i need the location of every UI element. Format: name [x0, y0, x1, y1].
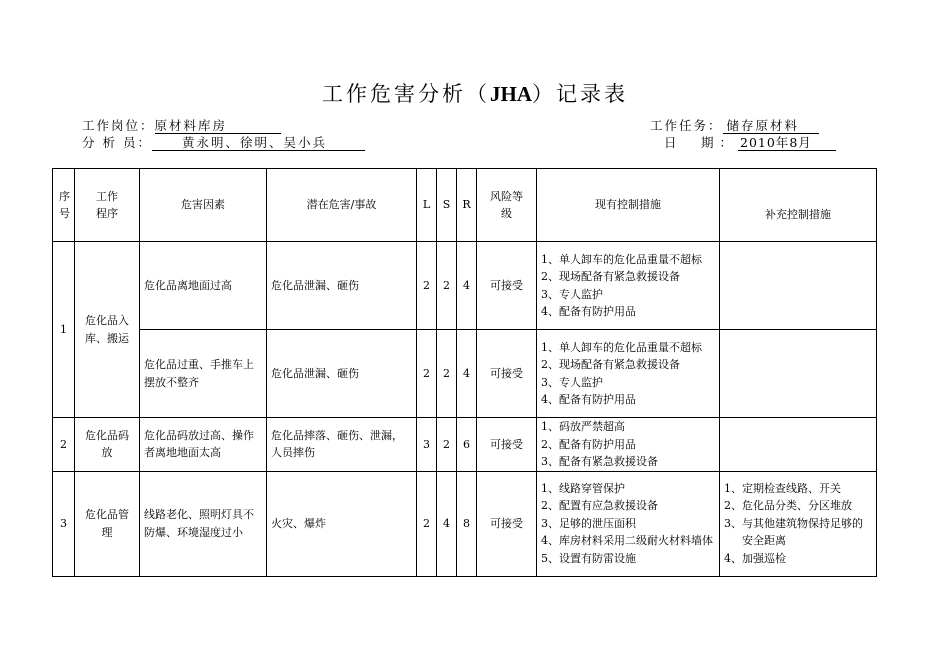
post-label: 工作岗位：	[82, 118, 155, 133]
cell-l: 3	[417, 418, 437, 472]
measure-item: 2、配备有防护用品	[541, 437, 636, 451]
table-row	[53, 330, 877, 418]
cell-l: 2	[417, 242, 437, 330]
analysts-field	[82, 133, 365, 151]
cell-procedure: 危化品码放	[75, 418, 140, 472]
table-row	[53, 471, 877, 576]
cell-s: 2	[437, 242, 457, 330]
task-field	[650, 116, 819, 134]
cell-r: 4	[457, 242, 477, 330]
measure-item: 1、单人卸车的危化品重量不超标	[541, 252, 702, 266]
cell-hazard: 危化品过重、手推车上摆放不整齐	[140, 330, 267, 418]
cell-extra-measures	[720, 242, 877, 330]
cell-accident: 火灾、爆炸	[267, 471, 417, 576]
measure-item: 1、定期检查线路、开关	[724, 481, 841, 495]
cell-r: 4	[457, 330, 477, 418]
cell-risk-level: 可接受	[477, 242, 537, 330]
measure-item: 4、库房材料采用二级耐火材料墙体	[541, 534, 713, 548]
measure-item: 3、足够的泄压面积	[541, 516, 636, 530]
cell-risk-level: 可接受	[477, 418, 537, 472]
measure-item: 3、配备有紧急救援设备	[541, 455, 658, 468]
cell-l: 2	[417, 471, 437, 576]
cell-seq: 2	[53, 418, 75, 472]
col-hazard: 危害因素	[140, 169, 267, 242]
measure-item: 1、线路穿管保护	[541, 481, 625, 495]
date-label: 日 期：	[664, 135, 739, 150]
cell-s: 2	[437, 418, 457, 472]
table-row	[53, 418, 877, 472]
measure-item: 3、与其他建筑物保持足够的安全距离	[724, 516, 863, 548]
table-row	[53, 242, 877, 330]
cell-s: 2	[437, 330, 457, 418]
col-seq: 序号	[53, 169, 75, 242]
cell-procedure: 危化品管理	[75, 471, 140, 576]
cell-hazard: 危化品离地面过高	[140, 242, 267, 330]
cell-seq: 1	[53, 242, 75, 418]
measure-item: 4、加强巡检	[724, 551, 786, 565]
cell-current-measures	[537, 418, 720, 472]
measure-item: 2、配置有应急救援设备	[541, 499, 658, 513]
analysts-value: 黄永明、徐明、吴小兵	[152, 135, 365, 151]
col-s: S	[437, 169, 457, 242]
measure-item: 2、现场配备有紧急救援设备	[541, 358, 680, 371]
date-value: 2010年8月	[738, 135, 836, 151]
analysts-label: 分 析 员：	[82, 135, 152, 150]
cell-r: 6	[457, 418, 477, 472]
cell-current-measures	[537, 242, 720, 330]
post-value: 原材料库房	[155, 118, 281, 134]
cell-accident: 危化品泄漏、砸伤	[267, 330, 417, 418]
cell-hazard: 危化品码放过高、操作者离地地面太高	[140, 418, 267, 472]
measure-item: 1、码放严禁超高	[541, 420, 625, 433]
jha-table	[52, 168, 877, 577]
date-field	[664, 133, 836, 151]
cell-extra-measures	[720, 330, 877, 418]
post-field	[82, 116, 281, 134]
cell-risk-level: 可接受	[477, 471, 537, 576]
cell-procedure: 危化品入库、搬运	[75, 242, 140, 418]
cell-r: 8	[457, 471, 477, 576]
col-r: R	[457, 169, 477, 242]
measure-item: 2、危化品分类、分区堆放	[724, 499, 852, 513]
task-value: 储存原材料	[723, 118, 819, 134]
cell-s: 4	[437, 471, 457, 576]
cell-hazard: 线路老化、照明灯具不防爆、环境湿度过小	[140, 471, 267, 576]
cell-seq: 3	[53, 471, 75, 576]
cell-current-measures	[537, 330, 720, 418]
measure-item: 3、专人监护	[541, 287, 603, 301]
measure-item: 1、单人卸车的危化品重量不超标	[541, 340, 702, 354]
col-procedure: 工作程序	[75, 169, 140, 242]
measure-item: 3、专人监护	[541, 375, 603, 389]
cell-accident: 危化品摔落、砸伤、泄漏，人员摔伤	[267, 418, 417, 472]
col-risk-level: 风险等级	[477, 169, 537, 242]
cell-risk-level: 可接受	[477, 330, 537, 418]
cell-current-measures	[537, 471, 720, 576]
cell-extra-measures	[720, 471, 877, 576]
measure-item: 5、设置有防雷设施	[541, 551, 636, 565]
col-current-measures: 现有控制措施	[537, 169, 720, 242]
measure-item: 4、配备有防护用品	[541, 305, 636, 318]
cell-accident: 危化品泄漏、砸伤	[267, 242, 417, 330]
col-l: L	[417, 169, 437, 242]
measure-item: 4、配备有防护用品	[541, 393, 636, 406]
measure-item: 2、现场配备有紧急救援设备	[541, 270, 680, 283]
task-label: 工作任务：	[650, 118, 723, 133]
page-title: 工作危害分析（JHA）记录表	[322, 82, 628, 106]
table-header-row	[53, 169, 877, 242]
col-accident: 潜在危害/事故	[267, 169, 417, 242]
cell-extra-measures	[720, 418, 877, 472]
cell-l: 2	[417, 330, 437, 418]
col-extra-measures: 补充控制措施	[720, 169, 877, 242]
